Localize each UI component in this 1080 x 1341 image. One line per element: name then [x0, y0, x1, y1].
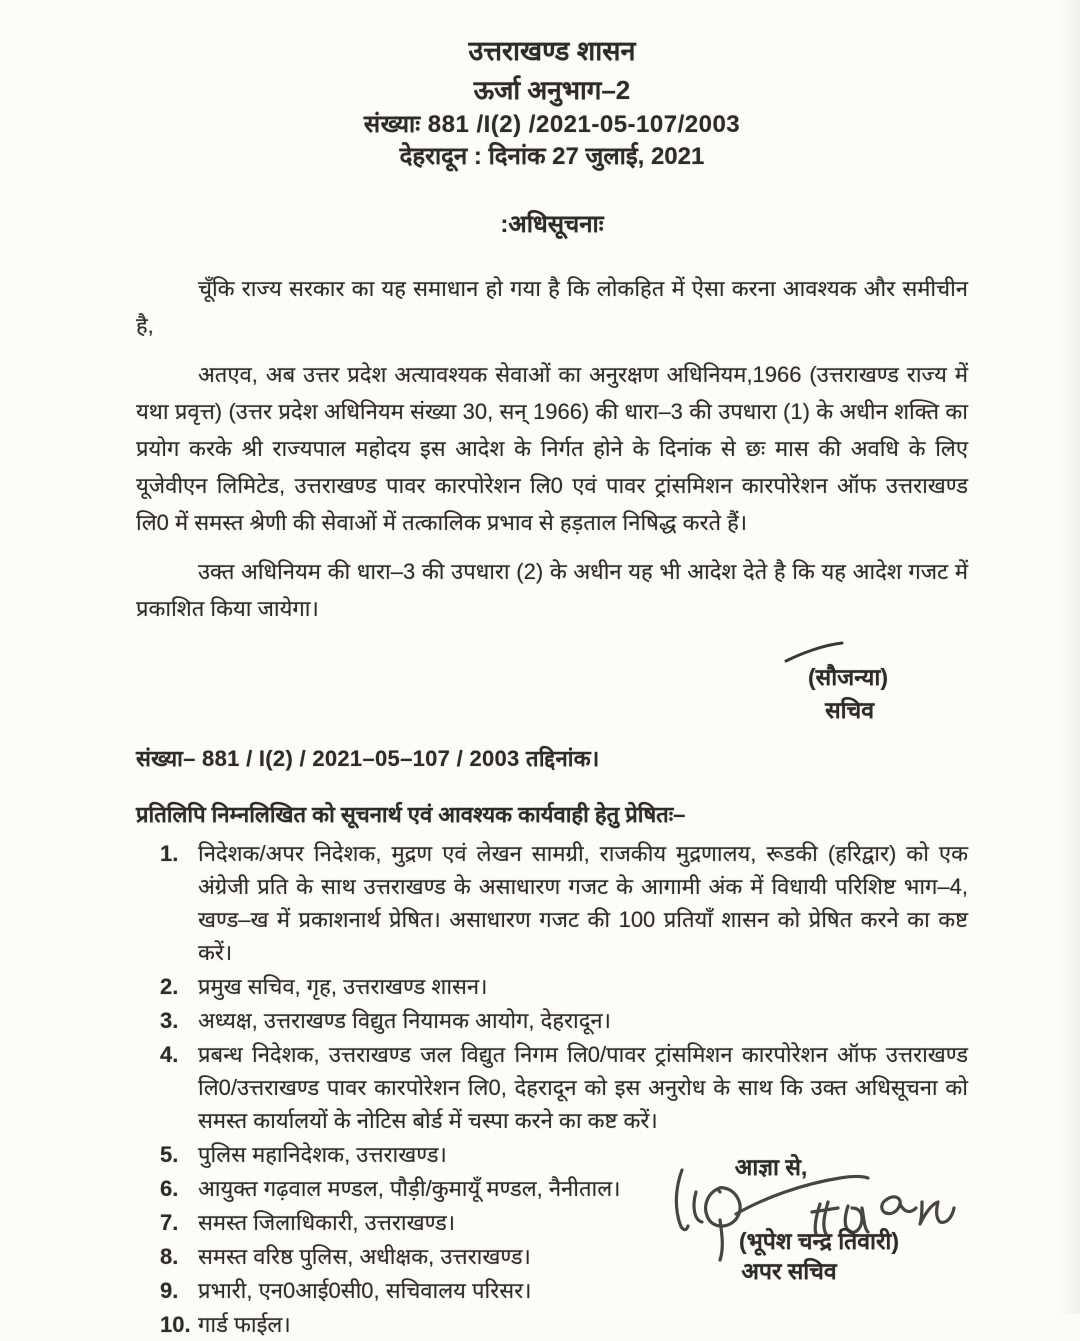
additional-secretary-name: (भूपेश चन्द्र तिवारी) [738, 1228, 900, 1254]
list-item [160, 1308, 968, 1341]
section-title: ऊर्जा अनुभाग–2 [473, 75, 631, 105]
list-item-text: पुलिस महानिदेशक, उत्तराखण्ड। [198, 1142, 447, 1167]
list-item-text: समस्त जिलाधिकारी, उत्तराखण्ड। [198, 1210, 456, 1235]
list-item-number: 8. [160, 1244, 179, 1269]
list-item-text: अध्यक्ष, उत्तराखण्ड विद्युत नियामक आयोग, देहरादून। [198, 1008, 611, 1033]
list-item-text: निदेशक/अपर निदेशक, मुद्रण एवं लेखन सामग्री, राजकीय मुद्रणालय, रूडकी (हरिद्वार) को एक अंग्रेजी प्रति के साथ उत्तराखण्ड के असाधारण गजट के आगामी अंक में विधायी परिशिष्ट भाग–4, खण्ड–ख में प्रकाशनार्थ प्रेषित। असाधारण गजट की 100 प्रतियाँ शासन को प्रेषित करने का कष्ट करें। [198, 841, 968, 965]
secretary-name: (सौजन्या) [808, 664, 888, 690]
list-item-text: गार्ड फाईल। [198, 1312, 291, 1337]
by-order-text: आज्ञा से, [734, 1154, 808, 1180]
copy-reference-line: संख्या– 881 / I(2) / 2021–05–107 / 2003 तद्दिनांक। [136, 746, 600, 771]
list-item-number: 5. [160, 1142, 179, 1167]
notification-title: :अधिसूचनाः [500, 211, 604, 238]
secretary-signature-block [136, 661, 968, 727]
additional-secretary-signature-block [654, 1152, 984, 1286]
list-item-number: 7. [160, 1210, 179, 1235]
additional-secretary-title: अपर सचिव [741, 1258, 837, 1284]
document-header [136, 38, 968, 169]
org-title: उत्तराखण्ड शासन [468, 36, 636, 66]
list-item [160, 1038, 968, 1137]
list-item [160, 837, 968, 969]
list-item-text: समस्त वरिष्ठ पुलिस, अधीक्षक, उत्तराखण्ड। [198, 1244, 531, 1269]
list-item [160, 1004, 968, 1037]
signature-stroke-icon [780, 639, 850, 665]
list-item-number: 10. [160, 1312, 191, 1337]
secretary-title: सचिव [825, 697, 874, 723]
list-item-text: प्रभारी, एन0आई0सी0, सचिवालय परिसर। [198, 1278, 532, 1303]
list-item-number: 6. [160, 1176, 179, 1201]
list-item-text: आयुक्त गढ़वाल मण्डल, पौड़ी/कुमायूँ मण्डल, नैनीताल। [198, 1176, 621, 1201]
list-item-text: प्रबन्ध निदेशक, उत्तराखण्ड जल विद्युत निगम लि0/पावर ट्रांसमिशन कारपोरेशन ऑफ उत्तराखण्ड लि0/उत्तराखण्ड पावर कारपोरेशन लि0, देहरादून को इस अनुरोध के साथ कि उक्त अधिसूचना को समस्त कार्यालयों के नोटिस बोर्ड में चस्पा करने का कष्ट करें। [198, 1042, 968, 1133]
place-and-date: देहरादून : दिनांक 27 जुलाई, 2021 [399, 143, 705, 170]
list-item-number: 9. [160, 1278, 179, 1303]
paragraph-1: चूँकि राज्य सरकार का यह समाधान हो गया है कि लोकहित में ऐसा करना आवश्यक और समीचीन है, [136, 276, 968, 338]
list-item-number: 1. [160, 841, 179, 866]
list-item-number: 4. [160, 1042, 179, 1067]
paragraph-3: उक्त अधिनियम की धारा–3 की उपधारा (2) के अधीन यह भी आदेश देते है कि यह आदेश गजट में प्रकाशित किया जायेगा। [136, 559, 968, 621]
list-item [160, 970, 968, 1003]
copy-heading: प्रतिलिपि निम्नलिखित को सूचनार्थ एवं आवश्यक कार्यवाही हेतु प्रेषितः– [136, 802, 686, 827]
list-item-number: 2. [160, 974, 179, 999]
reference-number: संख्याः 881 /I(2) /2021-05-107/2003 [363, 111, 741, 138]
list-item-number: 3. [160, 1008, 179, 1033]
list-item-text: प्रमुख सचिव, गृह, उत्तराखण्ड शासन। [198, 974, 488, 999]
paragraph-2: अतएव, अब उत्तर प्रदेश अत्यावश्यक सेवाओं का अनुरक्षण अधिनियम,1966 (उत्तराखण्ड राज्य में यथा प्रवृत्त) (उत्तर प्रदेश अधिनियम संख्या 30, सन् 1966) की धारा–3 की उपधारा (1) के अधीन शक्ति का प्रयोग करके श्री राज्यपाल महोदय इस आदेश के निर्गत होने के दिनांक से छः मास की अवधि के लिए यूजेवीएन लिमिटेड, उत्तराखण्ड पावर कारपोरेशन लि0 एवं पावर ट्रांसमिशन कारपोरेशन ऑफ उत्तराखण्ड लि0 में समस्त श्रेणी की सेवाओं में तत्कालिक प्रभाव से हड़ताल निषिद्ध करते हैं। [136, 362, 968, 535]
